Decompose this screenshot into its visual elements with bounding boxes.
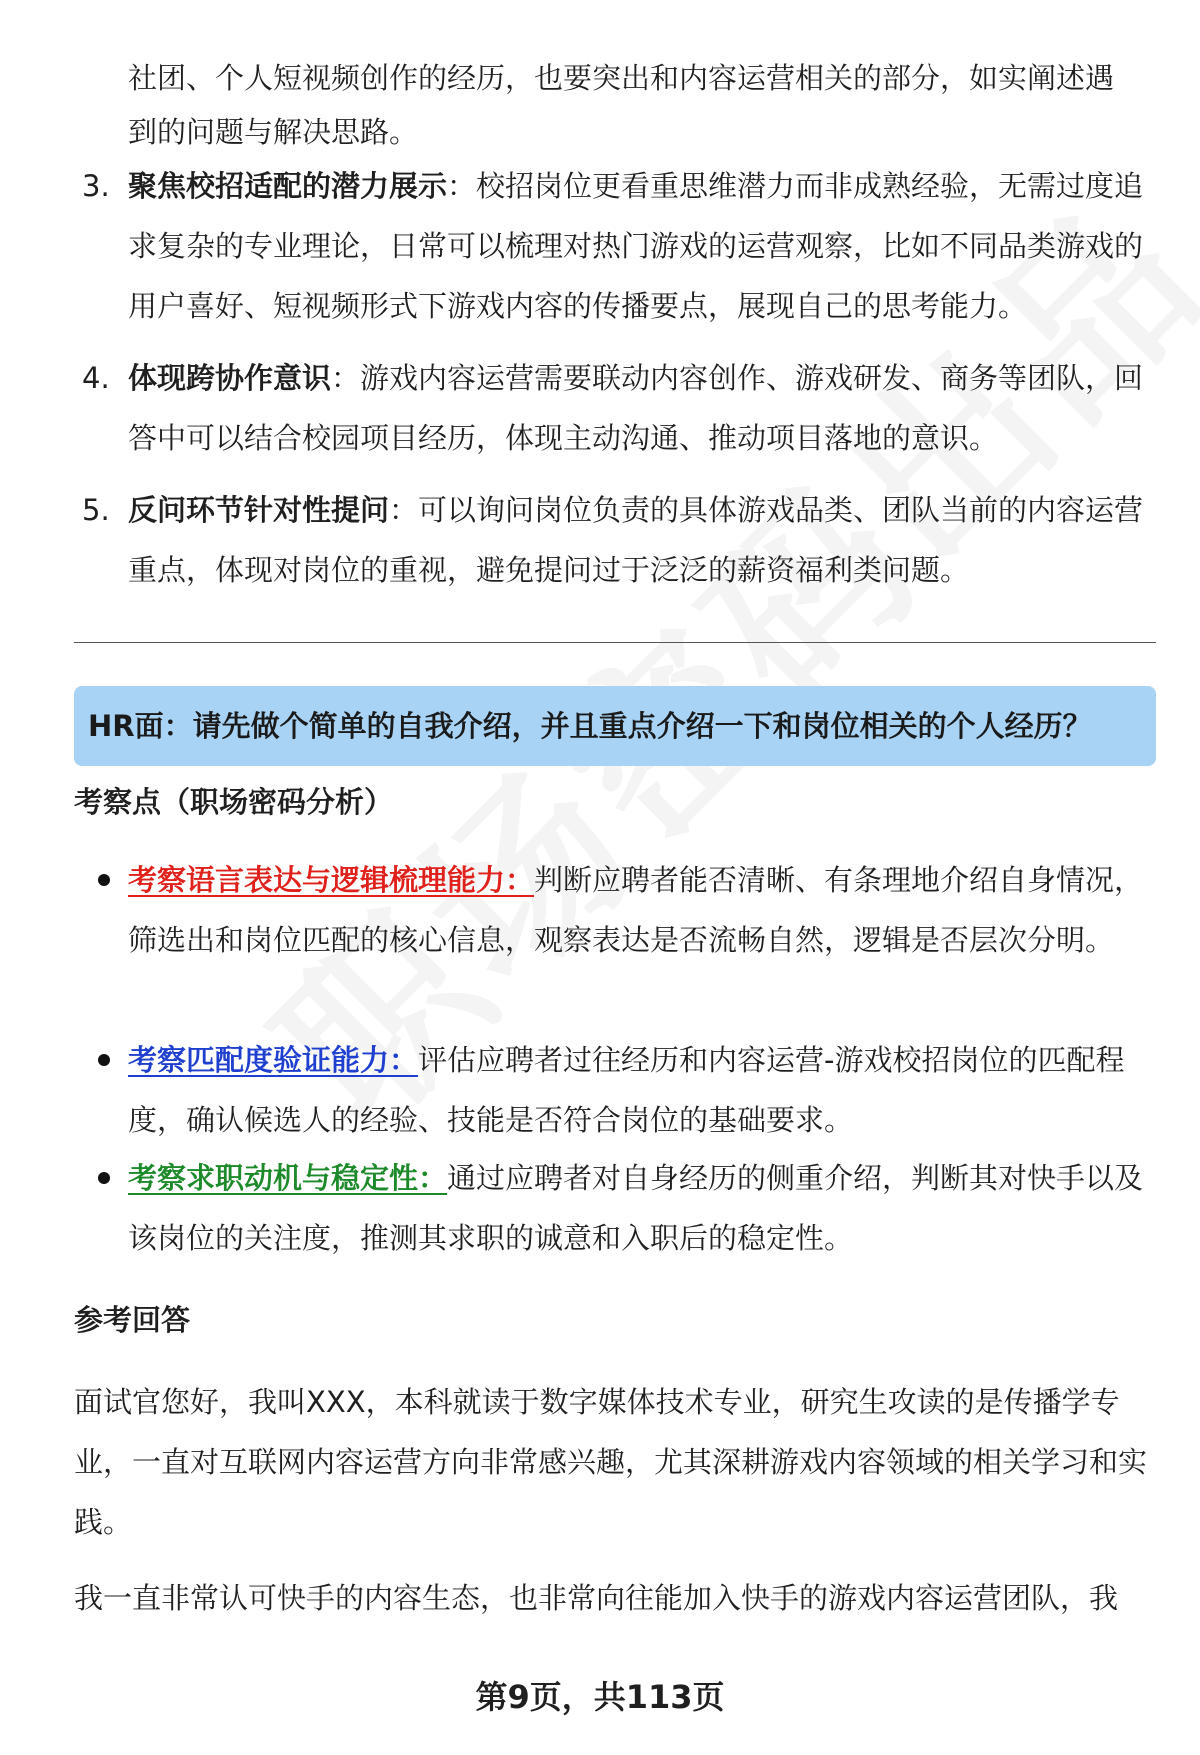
bullet-item [98,850,1156,970]
point-label: 考察匹配度验证能力： [128,1043,419,1077]
bullet-item [98,1030,1156,1150]
answer-paragraph: 面试官您好，我叫XXX，本科就读于数字媒体技术专业，研究生攻读的是传播学专业，一直对互联网内容运营方向非常感兴趣，尤其深耕游戏内容领域的相关学习和实践。 [74,1385,1148,1539]
bullet-item [98,1148,1156,1268]
page-number: 第9页，共113页 [475,1678,725,1716]
list-item [82,480,1148,600]
tip-text: ：可以询问岗位负责的具体游戏品类、团队当前的内容运营重点，体现对岗位的重视，避免提问过于泛泛的薪资福利类问题。 [128,493,1144,587]
list-item [82,348,1148,468]
point-text: 判断应聘者能否清晰、有条理地介绍自身情况，筛选出和岗位匹配的核心信息，观察表达是否流畅自然，逻辑是否层次分明。 [128,863,1144,957]
tip-title: 反问环节针对性提问 [128,493,390,527]
section-divider [74,642,1156,643]
list-number: 4. [82,361,110,395]
analysis-heading: 考察点（职场密码分析） [74,785,394,819]
continuation-line-1: 社团、个人短视频创作的经历，也要突出和内容运营相关的部分，如实阐述遇 [128,61,1115,95]
point-text: 通过应聘者对自身经历的侧重介绍，判断其对快手以及该岗位的关注度，推测其求职的诚意和入职后的稳定性。 [128,1161,1144,1255]
point-label: 考察求职动机与稳定性： [128,1161,448,1195]
bullet-dot [98,874,110,886]
answer-paragraph: 我一直非常认可快手的内容生态，也非常向往能加入快手的游戏内容运营团队，我 [74,1581,1119,1615]
tip-text: ：游戏内容运营需要联动内容创作、游戏研发、商务等团队，回答中可以结合校园项目经历，体现主动沟通、推动项目落地的意识。 [128,361,1144,455]
bullet-dot [98,1172,110,1184]
tip-text: ：校招岗位更看重思维潜力而非成熟经验，无需过度追求复杂的专业理论，日常可以梳理对热门游戏的运营观察，比如不同品类游戏的用户喜好、短视频形式下游戏内容的传播要点，展现自己的思考能力。 [128,169,1144,323]
point-text: 评估应聘者过往经历和内容运营-游戏校招岗位的匹配程度，确认候选人的经验、技能是否符合岗位的基础要求。 [128,1043,1125,1137]
point-label: 考察语言表达与逻辑梳理能力： [128,863,535,897]
bullet-dot [98,1054,110,1066]
list-item [82,156,1148,336]
question-title: HR面：请先做个简单的自我介绍，并且重点介绍一下和岗位相关的个人经历？ [88,709,1092,743]
continuation-line-2: 到的问题与解决思路。 [128,115,419,149]
tip-title: 聚焦校招适配的潜力展示 [128,169,448,203]
tip-title: 体现跨协作意识 [128,361,332,395]
question-banner [74,686,1156,766]
list-number: 3. [82,169,110,203]
list-number: 5. [82,493,110,527]
answer-heading: 参考回答 [74,1303,191,1337]
